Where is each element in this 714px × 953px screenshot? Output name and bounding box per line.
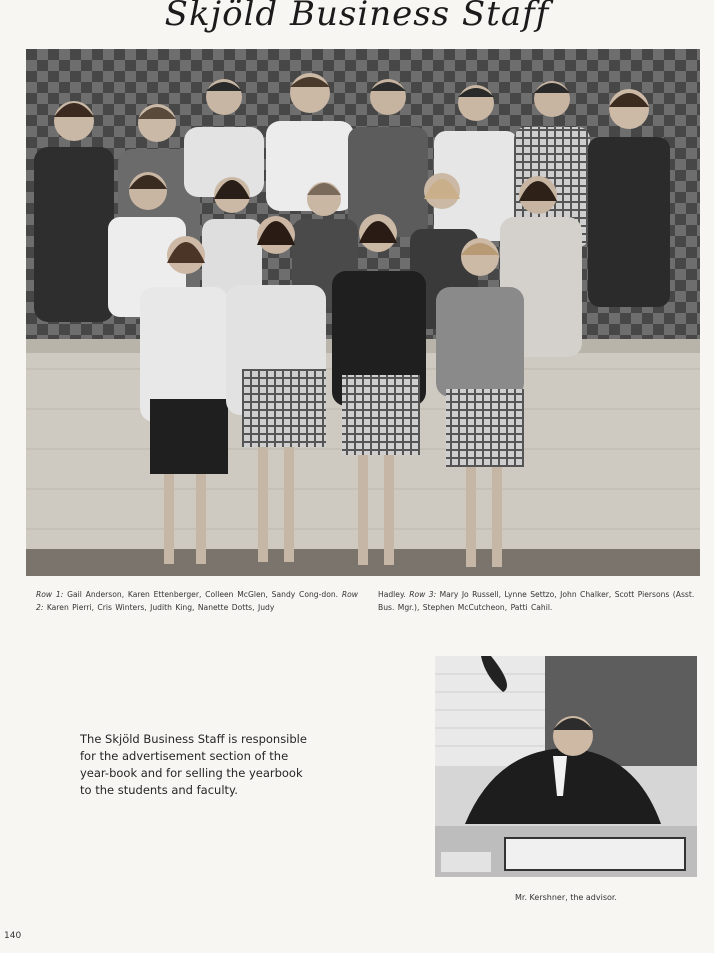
- page-number: 140: [4, 931, 22, 941]
- row2-names: Karen Pierri, Cris Winters, Judith King, Nanette Dotts, Judy: [46, 603, 275, 612]
- row2-continued: Hadley.: [378, 590, 406, 599]
- advisor-photo: [435, 656, 697, 877]
- row1-label: Row 1:: [36, 590, 64, 599]
- page-title: Skjöld Business Staff: [164, 0, 550, 34]
- row1-names: Gail Anderson, Karen Ettenberger, Colleen McGlen, Sandy Cong-don.: [67, 590, 339, 599]
- group-photo: [26, 49, 700, 576]
- row2-label: Row 2:: [36, 590, 358, 612]
- row3-label: Row 3:: [409, 590, 437, 599]
- description-paragraph: The Skjöld Business Staff is responsible for the advertisement section of the year-book and for selling the yearbook to the students and faculty.: [80, 732, 307, 797]
- roster-caption-left: [36, 588, 358, 614]
- row3-names: Mary Jo Russell, Lynne Settzo, John Chalker, Scott Piersons (Asst. Bus. Mgr.), Stephen McCutcheon, Patti Cahil.: [378, 590, 695, 612]
- advisor-caption: Mr. Kershner, the advisor.: [515, 893, 617, 902]
- roster-caption-right: [378, 588, 700, 614]
